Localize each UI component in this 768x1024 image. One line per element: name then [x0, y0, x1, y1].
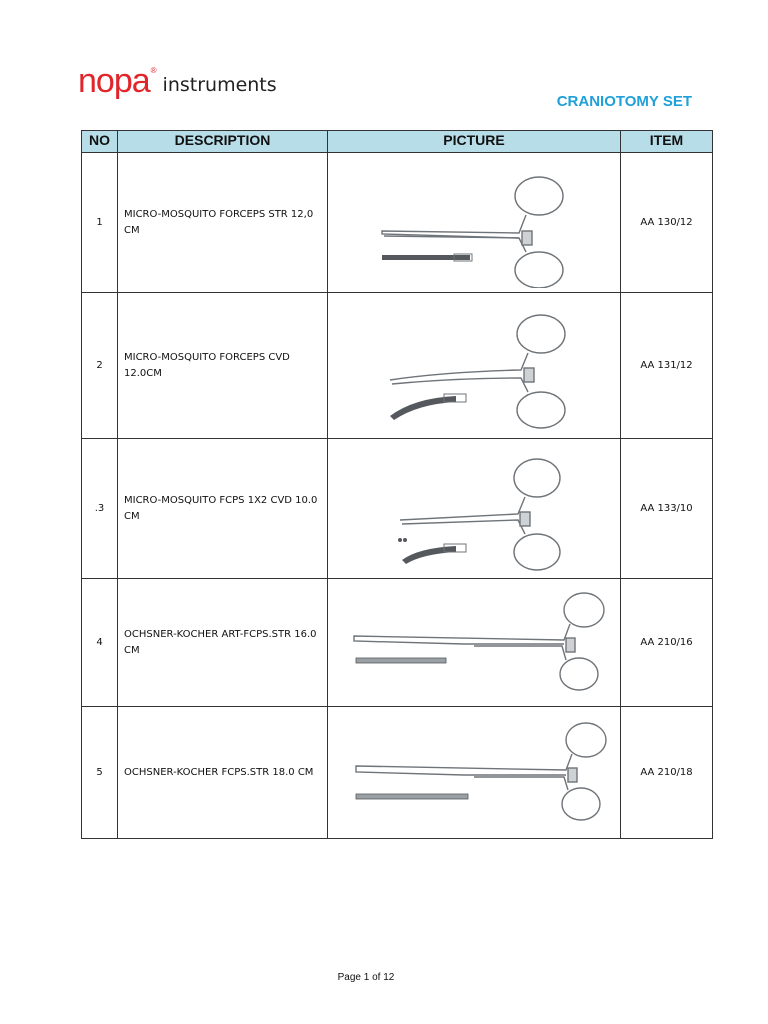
column-header-picture: PICTURE	[328, 131, 621, 153]
row-picture	[328, 153, 621, 293]
row-number: .3	[82, 439, 118, 579]
kocher-artery-forceps-icon	[334, 584, 614, 702]
row-picture	[328, 439, 621, 579]
row-picture	[328, 293, 621, 439]
row-description: OCHSNER-KOCHER FCPS.STR 18.0 CM	[118, 707, 328, 839]
row-number: 1	[82, 153, 118, 293]
column-header-description: DESCRIPTION	[118, 131, 328, 153]
table-row	[82, 579, 713, 707]
row-item-code: AA 133/10	[621, 439, 713, 579]
curved-1x2-forceps-icon	[344, 444, 604, 574]
instrument-table	[81, 130, 713, 839]
table-row	[82, 293, 713, 439]
row-description: OCHSNER-KOCHER ART-FCPS.STR 16.0 CM	[118, 579, 328, 707]
row-number: 4	[82, 579, 118, 707]
kocher-forceps-icon	[334, 712, 614, 834]
column-header-no: NO	[82, 131, 118, 153]
registered-mark: ®	[150, 66, 157, 75]
row-picture	[328, 579, 621, 707]
curved-forceps-icon	[344, 298, 604, 434]
row-item-code: AA 210/16	[621, 579, 713, 707]
row-description: MICRO-MOSQUITO FORCEPS STR 12,0 CM	[118, 153, 328, 293]
table-row	[82, 153, 713, 293]
table-row	[82, 439, 713, 579]
column-header-item: ITEM	[621, 131, 713, 153]
row-item-code: AA 131/12	[621, 293, 713, 439]
row-description: MICRO-MOSQUITO FORCEPS CVD 12.0CM	[118, 293, 328, 439]
row-number: 5	[82, 707, 118, 839]
logo-brand-text: nopa	[78, 62, 150, 100]
row-picture	[328, 707, 621, 839]
company-logo	[78, 62, 277, 100]
page-number: Page 1 of 12	[337, 972, 395, 983]
row-description: MICRO-MOSQUITO FCPS 1X2 CVD 10.0 CM	[118, 439, 328, 579]
row-number: 2	[82, 293, 118, 439]
row-item-code: AA 130/12	[621, 153, 713, 293]
row-item-code: AA 210/18	[621, 707, 713, 839]
table-row	[82, 707, 713, 839]
straight-forceps-icon	[344, 158, 604, 288]
logo-suffix-text: instruments	[162, 74, 277, 96]
document-title: CRANIOTOMY SET	[556, 93, 692, 110]
table-header-row	[82, 131, 713, 153]
